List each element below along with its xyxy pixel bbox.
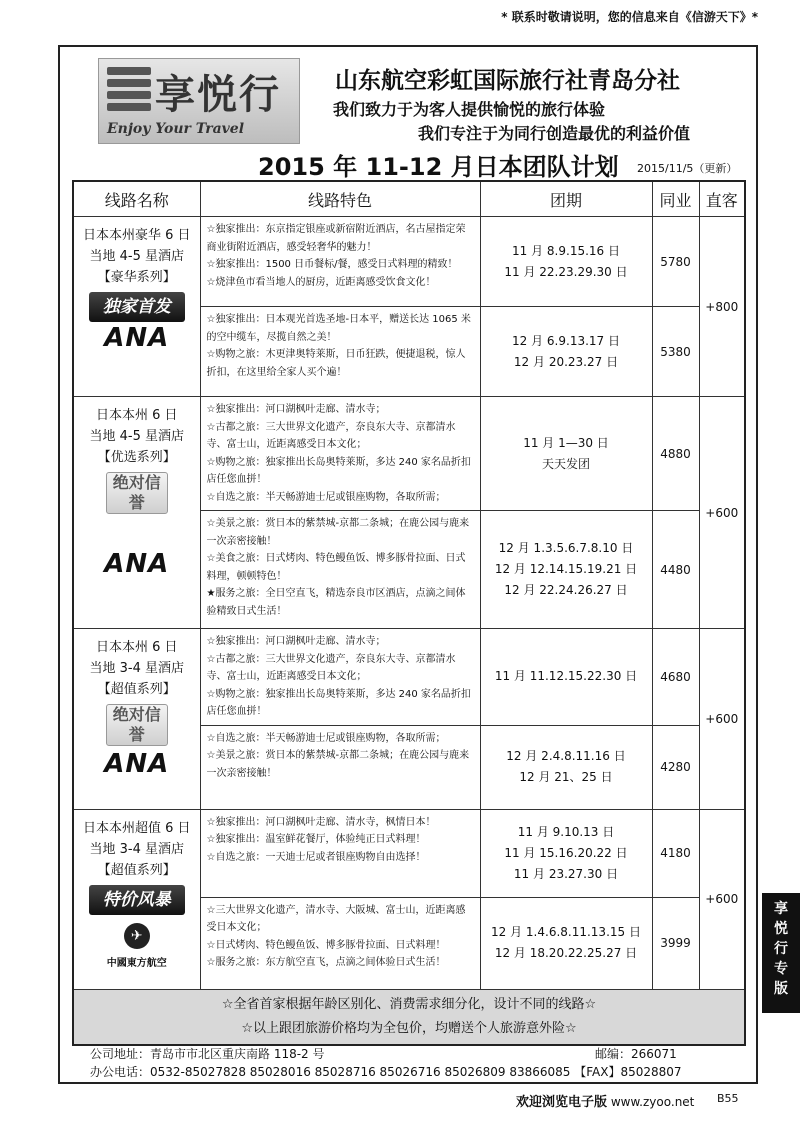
trade-price: 5780 [652, 217, 699, 307]
date-line: 12 月 1.4.6.8.11.13.15 日 [491, 925, 641, 939]
trade-price: 3999 [652, 897, 699, 989]
route-hotel: 当地 4-5 星酒店 [89, 429, 184, 444]
dates-cell [480, 511, 652, 629]
company-logo [98, 58, 300, 144]
feature-line: ☆烧津鱼市看当地人的厨房，近距离感受饮食文化！ [206, 276, 436, 288]
feature-line: ☆美景之旅：赏日本的紫禁城-京都二条城；在鹿公园与鹿来一次亲密接触！ [206, 518, 470, 547]
dates-cell [480, 397, 652, 511]
exclusive-badge: 独家首发 [89, 292, 185, 322]
feature-line: ☆古都之旅：三大世界文化遗产，奈良东大寺、京都清水寺、富士山，近距离感受日本文化； [206, 653, 456, 682]
welcome-label: 欢迎浏览电子版 [516, 1095, 608, 1110]
note-line: ☆全省首家根据年龄区别化、消费需求细分化，设计不同的线路☆ [221, 996, 597, 1012]
feature-line: ☆三大世界文化遗产，清水寺、大阪城、富士山，近距离感受日本文化； [206, 904, 466, 933]
website-link[interactable]: www.zyoo.net [610, 1095, 695, 1109]
table-row [73, 217, 745, 307]
company-name: 山东航空彩虹国际旅行社青岛分社 [335, 68, 680, 94]
slogan-2: 我们专注于为同行创造最优的利益价值 [418, 124, 691, 143]
date-line: 11 月 1—30 日 [523, 435, 609, 450]
dates-cell [480, 809, 652, 897]
side-tab-char: 享 [774, 901, 788, 917]
trade-price: 4480 [652, 511, 699, 629]
office-phone: 办公电话：0532-85027828 85028016 85028716 85026716 85026809 83866085 【FAX】85028807 [90, 1065, 682, 1079]
credibility-badge: 绝对信誉 [106, 704, 168, 746]
features-cell [200, 307, 480, 397]
logo-text-cn: 享悦行 [155, 71, 281, 118]
ana-logo: ANA [104, 549, 170, 579]
route-hotel: 当地 3-4 星酒店 [89, 661, 184, 676]
table-header-row [73, 181, 745, 217]
date-line: 12 月 20.23.27 日 [513, 354, 619, 369]
trade-price: 4180 [652, 809, 699, 897]
feature-line: ☆独家推出：河口湖枫叶走廊、清水寺，枫情日本！ [206, 816, 436, 828]
trade-price: 5380 [652, 307, 699, 397]
feature-line: ☆购物之旅：木更津奥特莱斯，日币狂跌，便捷退税，惊人折扣，在这里给全家人买个遍！ [206, 349, 466, 378]
credibility-badge: 绝对信誉 [106, 472, 168, 514]
side-tab-char: 版 [774, 981, 788, 997]
china-eastern-logo-text: 中國東方航空 [106, 957, 167, 969]
dates-cell [480, 725, 652, 809]
date-line: 11 月 22.23.29.30 日 [504, 264, 628, 279]
side-tab-char: 行 [774, 941, 788, 957]
note-line: ☆以上跟团旅游价格均为全包价，均赠送个人旅游意外险☆ [241, 1020, 577, 1036]
date-line: 12 月 21、25 日 [519, 770, 613, 784]
route-title: 日本本州超值 6 日 [82, 820, 191, 836]
date-line: 11 月 9.10.13 日 [517, 824, 615, 839]
feature-line: ☆自选之旅：一天迪士尼或者银座购物自由选择！ [206, 851, 426, 863]
feature-line: ☆独家推出：1500 日币餐标/餐，感受日式料理的精致！ [206, 259, 458, 270]
ana-logo: ANA [104, 323, 170, 353]
feature-line: ☆自选之旅：半天畅游迪士尼或银座购物，各取所需； [206, 491, 446, 503]
feature-line: ☆独家推出：河口湖枫叶走廊、清水寺； [206, 636, 386, 647]
feature-line: ★服务之旅：全日空直飞，精选奈良市区酒店，点滴之间体验精致日式生活！ [206, 588, 466, 617]
features-cell [200, 725, 480, 809]
date-line: 12 月 2.4.8.11.16 日 [506, 749, 626, 763]
feature-line: ☆独家推出：温室鲜花餐厅，体验纯正日式料理！ [206, 834, 426, 845]
feature-line: ☆购物之旅：独家推出长岛奥特莱斯，多达 240 家名品折扣店任您血拼！ [206, 688, 471, 717]
route-title: 日本本州豪华 6 日 [82, 228, 191, 243]
page-number: B55 [717, 1092, 739, 1105]
special-price-badge: 特价风暴 [89, 885, 185, 915]
feature-line: ☆美食之旅：日式烤肉、特色鳗鱼饭、博多豚骨拉面、日式料理，顿顿特色！ [206, 553, 466, 582]
top-note: * 联系时敬请说明，您的信息来自《信游天下》* [501, 10, 758, 24]
table-row [73, 809, 745, 897]
col-trade-price: 同业 [652, 181, 699, 217]
dates-cell [480, 629, 652, 726]
date-line: 天天发团 [541, 456, 590, 471]
col-direct-price: 直客 [699, 181, 745, 217]
slogan-1: 我们致力于为客人提供愉悦的旅行体验 [333, 100, 606, 119]
plan-title: 2015 年 11-12 月日本团队计划 [258, 153, 619, 181]
route-name-cell [73, 629, 200, 810]
welcome-line [516, 1091, 694, 1110]
features-cell [200, 397, 480, 511]
features-cell [200, 809, 480, 897]
logo-text-en: Enjoy Your Travel [107, 121, 245, 137]
date-line: 12 月 22.24.26.27 日 [504, 583, 628, 597]
trade-price: 4280 [652, 725, 699, 809]
date-line: 12 月 18.20.22.25.27 日 [494, 946, 638, 960]
dates-cell [480, 897, 652, 989]
feature-line: ☆日式烤肉、特色鳗鱼饭、博多豚骨拉面、日式料理！ [206, 939, 446, 951]
company-address: 公司地址：青岛市市北区重庆南路 118-2 号 [90, 1047, 325, 1061]
route-hotel: 当地 4-5 星酒店 [89, 249, 184, 264]
date-line: 12 月 6.9.13.17 日 [512, 333, 620, 348]
date-line: 11 月 23.27.30 日 [513, 866, 619, 881]
features-cell [200, 897, 480, 989]
feature-line: ☆自选之旅：半天畅游迪士尼或银座购物，各取所需； [206, 732, 446, 744]
col-route-name: 线路名称 [73, 181, 200, 217]
feature-line: ☆独家推出：东京指定银座或新宿附近酒店，名古屋指定荣商业街附近酒店，感受轻奢华的魅力！ [206, 224, 466, 253]
feature-line: ☆独家推出：日本观光首选圣地-日本平，赠送长达 1065 米的空中缆车，尽揽自然之美！ [206, 314, 471, 343]
china-eastern-logo-icon: ✈ [124, 923, 150, 949]
features-cell [200, 511, 480, 629]
direct-price: +600 [699, 629, 745, 810]
route-title: 日本本州 6 日 [95, 640, 178, 655]
route-series: 【超值系列】 [97, 862, 176, 878]
date-line: 11 月 15.16.20.22 日 [504, 845, 628, 860]
direct-price: +800 [699, 217, 745, 397]
route-series: 【优选系列】 [97, 450, 176, 465]
notes-row [73, 989, 745, 1045]
feature-line: ☆服务之旅：东方航空直飞，点滴之间体验日式生活！ [206, 957, 446, 968]
notes-cell [73, 989, 745, 1045]
feature-line: ☆购物之旅：独家推出长岛奥特莱斯，多达 240 家名品折扣店任您血拼！ [206, 456, 471, 485]
table-row [73, 629, 745, 726]
route-title: 日本本州 6 日 [95, 408, 178, 423]
postal-code: 邮编：266071 [595, 1047, 677, 1061]
logo-mark-icon [107, 67, 151, 113]
feature-line: ☆美景之旅：赏日本的紫禁城-京都二条城；在鹿公园与鹿来一次亲密接触！ [206, 750, 470, 779]
features-cell [200, 629, 480, 726]
date-line: 12 月 1.3.5.6.7.8.10 日 [498, 541, 634, 555]
date-line: 11 月 8.9.15.16 日 [512, 243, 620, 258]
trade-price: 4680 [652, 629, 699, 726]
dates-cell [480, 217, 652, 307]
side-tab [762, 893, 800, 1013]
direct-price: +600 [699, 809, 745, 989]
route-name-cell [73, 809, 200, 989]
col-features: 线路特色 [200, 181, 480, 217]
direct-price: +600 [699, 397, 745, 629]
table-row [73, 397, 745, 511]
side-tab-char: 悦 [774, 921, 788, 937]
updated-date: 2015/11/5（更新） [637, 162, 738, 175]
trade-price: 4880 [652, 397, 699, 511]
date-line: 11 月 11.12.15.22.30 日 [494, 669, 638, 684]
col-dates: 团期 [480, 181, 652, 217]
side-tab-char: 专 [774, 961, 788, 977]
route-name-cell [73, 217, 200, 397]
features-cell [200, 217, 480, 307]
route-name-cell [73, 397, 200, 629]
route-series: 【超值系列】 [97, 682, 176, 697]
feature-line: ☆独家推出：河口湖枫叶走廊、清水寺； [206, 404, 386, 415]
date-line: 12 月 12.14.15.19.21 日 [494, 562, 638, 576]
tour-table [72, 180, 746, 1046]
dates-cell [480, 307, 652, 397]
ana-logo: ANA [104, 749, 170, 779]
route-hotel: 当地 3-4 星酒店 [89, 841, 184, 857]
feature-line: ☆古都之旅：三大世界文化遗产，奈良东大寺、京都清水寺、富士山，近距离感受日本文化； [206, 421, 456, 450]
route-series: 【豪华系列】 [97, 270, 176, 285]
